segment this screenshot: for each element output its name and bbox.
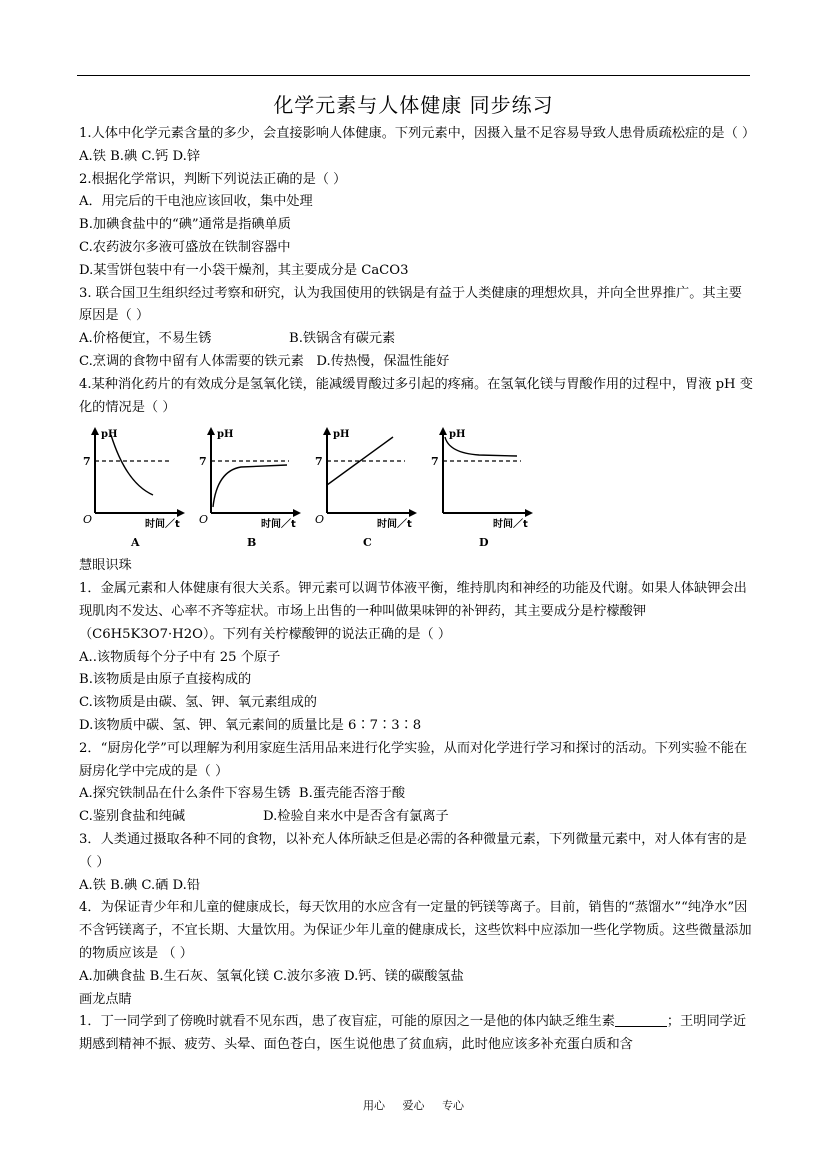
time-axis-label: 时间／t	[493, 519, 528, 531]
section2-question-1-option-d: D.该物质中碳、氢、钾、氧元素间的质量比是 6∶7∶3∶8	[79, 717, 422, 733]
ph-graph-d	[429, 423, 541, 551]
question-3-options-row-1	[79, 328, 755, 351]
page-title: 化学元素与人体健康 同步练习	[273, 93, 554, 117]
time-axis-label: 时间／t	[261, 519, 296, 531]
section2-question-1-option-b: B.该物质是由原子直接构成的	[79, 672, 252, 688]
section2-question-1-stem: 1．金属元素和人体健康有很大关系。钾元素可以调节体液平衡，维持肌肉和神经的功能及代谢。如果人体缺钾会出现肌肉不发达、心率不齐等症状。市场上出售的一种叫做果味钾的补钾药，其主要成分是柠檬酸钾（C6H5K3O7·H2O）。下列有关柠檬酸钾的说法正确的是（ ）	[79, 581, 747, 642]
question-1-stem: 1.人体中化学元素含量的多少，会直接影响人体健康。下列元素中，因摄入量不足容易导致人患骨质疏松症的是（ ）	[79, 126, 756, 141]
section2-question-2-options-row-2	[79, 806, 755, 829]
graph-letter: A	[131, 536, 140, 550]
origin-label: O	[199, 513, 209, 527]
question-1-options: A.铁 B.碘 C.钙 D.锌	[79, 148, 201, 164]
ph-7-label: 7	[315, 455, 323, 469]
ph-axis-label: pH	[217, 429, 234, 441]
question-3-options-row-2	[79, 351, 755, 374]
question-2-stem: 2.根据化学常识，判断下列说法正确的是（ ）	[79, 171, 347, 187]
time-axis-label: 时间／t	[377, 519, 412, 531]
section3-question-1-text-after: ；王明同学近期感到精神不振、疲劳、头晕、面色苍白，医生说他患了贫血病，此时他应该多补充蛋白质和含	[79, 1014, 747, 1053]
page-footer: 用心 爱心 专心	[363, 1099, 464, 1112]
section2-question-2-option-d: D.检验自来水中是否含有氯离子	[263, 809, 449, 825]
question-2-option-d: D.某雪饼包装中有一小袋干燥剂，其主要成分是 CaCO3	[79, 262, 409, 278]
section2-question-2-stem: 2．“厨房化学”可以理解为利用家庭生活用品来进行化学实验，从而对化学进行学习和探讨的活动。下列实验不能在厨房化学中完成的是（ ）	[79, 740, 748, 779]
ph-7-label: 7	[199, 455, 207, 469]
question-2-option-c: C.农药波尔多液可盛放在铁制容器中	[79, 239, 291, 255]
ph-axis-label: pH	[101, 429, 118, 441]
section2-question-2-option-a: A.探究铁制品在什么条件下容易生锈	[79, 786, 291, 802]
section3-question-1-text-before: 1．丁一同学到了傍晚时就看不见东西，患了夜盲症，可能的原因之一是他的体内缺乏维生素	[79, 1014, 615, 1030]
section2-question-2-option-b: B.蛋壳能否溶于酸	[298, 786, 406, 802]
section2-question-1-option-c: C.该物质是由碳、氢、钾、氧元素组成的	[79, 695, 317, 711]
section2-question-3-stem: 3．人类通过摄取各种不同的食物，以补充人体所缺乏但是必需的各种微量元素，下列微量元素中，对人体有害的是（ ）	[79, 831, 747, 870]
section2-question-4-stem: 4．为保证青少年和儿童的健康成长，每天饮用的水应含有一定量的钙镁等离子。目前，销售的“蒸馏水”“纯净水”因不含钙镁离子，不宜长期、大量饮用。为保证少年儿童的健康成长，这些饮料中应添加一些化学物质。这些微量添加的物质应该是 （ ）	[79, 900, 752, 961]
document-body	[79, 123, 755, 1057]
ph-graph-a	[81, 423, 193, 551]
section2-question-2-options-row-1	[79, 783, 755, 806]
question-3-stem: 3. 联合国卫生组织经过考察和研究，认为我国使用的铁锅是有益于人类健康的理想炊具，并向全世界推广。其主要原因是（ ）	[79, 285, 742, 324]
section2-question-1-option-a: A..该物质每个分子中有 25 个原子	[79, 649, 281, 665]
ph-graph-c	[313, 423, 425, 551]
question-3-option-d: D.传热慢，保温性能好	[316, 353, 450, 369]
section2-question-2-option-c: C.鉴别食盐和纯碱	[79, 809, 186, 825]
ph-graph-b	[197, 423, 309, 551]
section-heading-hualong: 画龙点睛	[79, 991, 132, 1007]
section-heading-huiyan: 慧眼识珠	[79, 558, 132, 574]
section2-question-3-options: A.铁 B.碘 C.硒 D.铅	[79, 877, 201, 893]
question-2-option-b: B.加碘食盐中的“碘”通常是指碘单质	[79, 217, 291, 233]
graph-letter: D	[479, 536, 489, 550]
question-2-option-a: A．用完后的干电池应该回收，集中处理	[79, 194, 313, 210]
section2-question-4-options: A.加碘食盐 B.生石灰、氢氧化镁 C.波尔多液 D.钙、镁的碳酸氢盐	[79, 968, 464, 984]
answer-blank[interactable]	[615, 1012, 667, 1027]
origin-label: O	[83, 513, 93, 527]
header-rule	[77, 75, 750, 76]
ph-graph-options	[79, 423, 755, 555]
question-3-option-c: C.烹调的食物中留有人体需要的铁元素	[79, 353, 304, 369]
section3-question-1-stem	[79, 1011, 755, 1057]
ph-7-label: 7	[83, 455, 91, 469]
ph-7-label: 7	[431, 455, 439, 469]
question-3-option-b: B.铁锅含有碳元素	[289, 331, 396, 347]
graph-letter: B	[247, 536, 257, 550]
question-3-option-a: A.价格便宜，不易生锈	[79, 331, 212, 347]
time-axis-label: 时间／t	[145, 519, 180, 531]
ph-axis-label: pH	[449, 429, 466, 441]
ph-axis-label: pH	[333, 429, 350, 441]
origin-label: O	[315, 513, 325, 527]
graph-letter: C	[363, 536, 372, 550]
question-4-stem: 4.某种消化药片的有效成分是氢氧化镁，能减缓胃酸过多引起的疼痛。在氢氧化镁与胃酸作用的过程中，胃液 pH 变化的情况是（ ）	[79, 376, 753, 415]
